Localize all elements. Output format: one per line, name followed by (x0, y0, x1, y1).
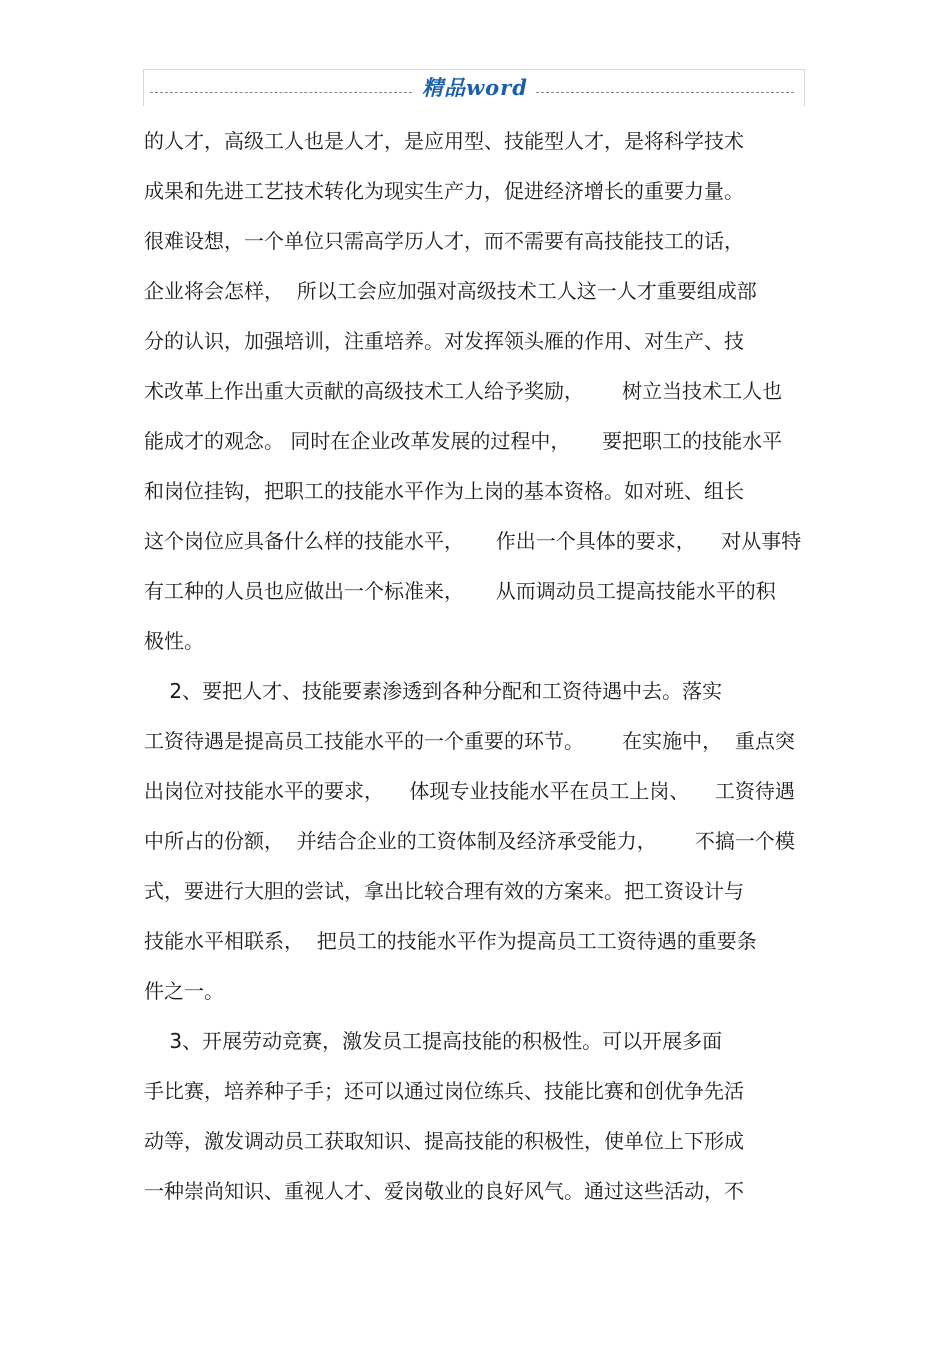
text-line: 技能水平相联系， 把员工的技能水平作为提高员工工资待遇的重要条 (144, 929, 757, 953)
header-rule-right (536, 92, 794, 93)
text-line: 有工种的人员也应做出一个标准来， 从而调动员工提高技能水平的积 (144, 579, 776, 603)
text-line: 工资待遇是提高员工技能水平的一个重要的环节。 在实施中， 重点突 (144, 729, 795, 753)
text-line: 和岗位挂钩，把职工的技能水平作为上岗的基本资格。如对班、组长 (144, 479, 744, 503)
text-line: 术改革上作出重大贡献的高级技术工人给予奖励， 树立当技术工人也 (144, 379, 783, 403)
text-line: 的人才，高级工人也是人才，是应用型、技能型人才，是将科学技术 (144, 129, 744, 153)
document-body (144, 116, 809, 1216)
text-line: 动等，激发调动员工获取知识、提高技能的积极性，使单位上下形成 (144, 1129, 744, 1153)
text-line: 分的认识，加强培训，注重培养。对发挥领头雁的作用、对生产、技 (144, 329, 744, 353)
text-line: 中所占的份额， 并结合企业的工资体制及经济承受能力， 不搞一个模 (144, 829, 795, 853)
text-line: 式，要进行大胆的尝试，拿出比较合理有效的方案来。把工资设计与 (144, 879, 744, 903)
header-title: 精品word (422, 75, 528, 100)
text-line: 件之一。 (144, 979, 224, 1003)
text-line: 能成才的观念。 同时在企业改革发展的过程中， 要把职工的技能水平 (144, 429, 783, 453)
text-line: 一种崇尚知识、重视人才、爱岗敬业的良好风气。通过这些活动，不 (144, 1179, 744, 1203)
text-line: 手比赛，培养种子手；还可以通过岗位练兵、技能比赛和创优争先活 (144, 1079, 744, 1103)
paragraph-3-first-line: 3、开展劳动竞赛，激发员工提高技能的积极性。可以开展多面 (144, 1029, 723, 1053)
text-line: 极性。 (144, 629, 204, 653)
text-line: 出岗位对技能水平的要求， 体现专业技能水平在员工上岗、 工资待遇 (144, 779, 795, 803)
text-line: 这个岗位应具备什么样的技能水平， 作出一个具体的要求， 对从事特 (144, 529, 802, 553)
paragraph-2-first-line: 2、要把人才、技能要素渗透到各种分配和工资待遇中去。落实 (144, 679, 723, 703)
text-line: 成果和先进工艺技术转化为现实生产力，促进经济增长的重要力量。 (144, 179, 744, 203)
text-line: 很难设想，一个单位只需高学历人才，而不需要有高技能技工的话， (144, 229, 744, 253)
header-rule-left (150, 92, 412, 93)
text-line: 企业将会怎样， 所以工会应加强对高级技术工人这一人才重要组成部 (144, 279, 757, 303)
